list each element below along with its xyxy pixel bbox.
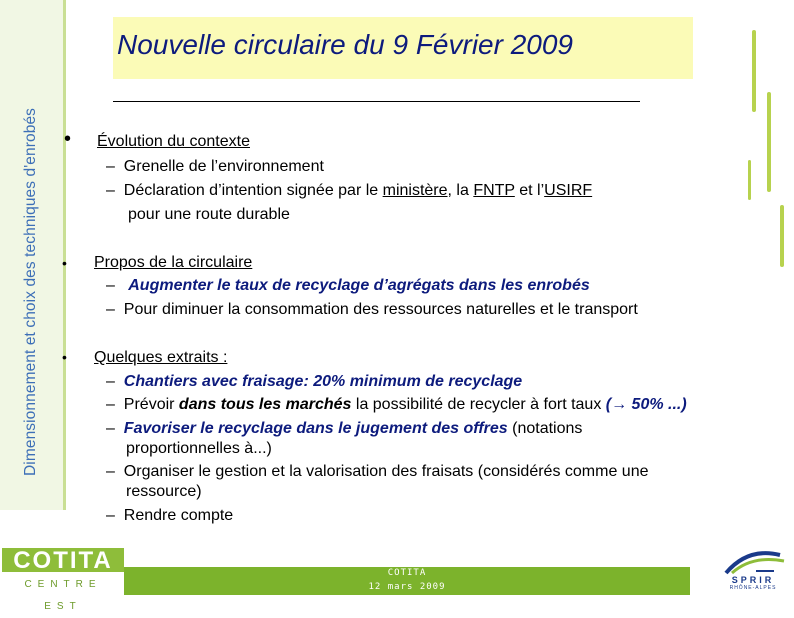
- sprir-swoosh-icon: [718, 545, 788, 575]
- list-item: – Grenelle de l’environnement: [106, 158, 324, 175]
- list-item: – Pour diminuer la consommation des ressources naturelles et le transport: [106, 301, 638, 318]
- cotita-logo-bottom: CENTRE EST: [2, 574, 124, 594]
- bullet-dot: •: [64, 128, 72, 150]
- list-item-text: Chantiers avec fraisage: 20% minimum de recyclage: [123, 373, 523, 390]
- decorative-line: [780, 205, 784, 267]
- bullet-dot: •: [62, 349, 67, 365]
- footer-bar: [124, 567, 690, 595]
- decorative-line: [767, 92, 771, 192]
- list-item-text: , la: [447, 182, 474, 199]
- list-item: – Déclaration d’intention signée par le ministère, la FNTP et l’USIRF: [106, 182, 593, 199]
- cotita-logo: [2, 547, 124, 612]
- list-item: – Rendre compte: [106, 507, 234, 524]
- sprir-logo-text: SPRIR: [731, 575, 775, 585]
- list-item-text: Grenelle de l’environnement: [123, 158, 324, 175]
- list-item-text: Organiser le gestion et la valorisation des fraisats (considérés comme une: [123, 463, 649, 480]
- list-item-text: Augmenter le taux de recyclage d’agrégats dans les enrobés: [128, 277, 590, 294]
- link-fntp: FNTP: [473, 182, 515, 199]
- vertical-section-title: Dimensionnement et choix des techniques d'enrobés: [22, 107, 39, 476]
- cotita-logo-top: COTITA: [2, 548, 124, 572]
- list-item-arrow-note: (→ 50% ...): [605, 396, 687, 413]
- list-item-text: Déclaration d’intention signée par le: [123, 182, 383, 199]
- list-item-continuation: ressource): [126, 483, 202, 500]
- footer-org: COTITA: [387, 568, 427, 578]
- page-title: Nouvelle circulaire du 9 Février 2009: [117, 29, 573, 60]
- footer-date: 12 mars 2009: [368, 582, 446, 592]
- list-item-text: (notations: [507, 420, 583, 437]
- list-item-text: Prévoir: [123, 396, 179, 413]
- title-underline-rule: [113, 101, 640, 102]
- list-item: – Organiser le gestion et la valorisation des fraisats (considérés comme une: [106, 463, 649, 480]
- decorative-line: [752, 30, 756, 112]
- link-usirf: USIRF: [544, 182, 593, 199]
- section-heading-contexte: Évolution du contexte: [97, 133, 250, 150]
- list-item-continuation: proportionnelles à...): [126, 440, 272, 457]
- list-item-emphasis: dans tous les marchés: [178, 396, 352, 413]
- title-box: [113, 17, 693, 79]
- decorative-line: [748, 160, 751, 200]
- link-ministere: ministère: [382, 182, 448, 199]
- list-item: – Favoriser le recyclage dans le jugement des offres (notations: [106, 420, 583, 437]
- list-item-text: Favoriser le recyclage dans le jugement des offres: [123, 420, 508, 437]
- list-item: – Chantiers avec fraisage: 20% minimum de recyclage: [106, 373, 523, 390]
- list-item-continuation: pour une route durable: [128, 206, 290, 223]
- sprir-logo-subtext: RHÔNE-ALPES: [729, 585, 777, 591]
- list-item: – Prévoir dans tous les marchés la possibilité de recycler à fort taux (→ 50% ...): [106, 396, 687, 413]
- list-item-text: la possibilité de recycler à fort taux: [351, 396, 606, 413]
- list-item-text: Pour diminuer la consommation des ressources naturelles et le transport: [123, 301, 638, 318]
- list-item-text: et l’: [514, 182, 545, 199]
- list-item-text: Rendre compte: [123, 507, 234, 524]
- bullet-dot: •: [62, 255, 67, 271]
- sprir-logo: [718, 545, 788, 593]
- section-heading-propos: Propos de la circulaire: [94, 254, 253, 271]
- list-item: – Augmenter le taux de recyclage d’agrégats dans les enrobés: [106, 277, 590, 294]
- section-heading-extraits: Quelques extraits :: [94, 349, 228, 366]
